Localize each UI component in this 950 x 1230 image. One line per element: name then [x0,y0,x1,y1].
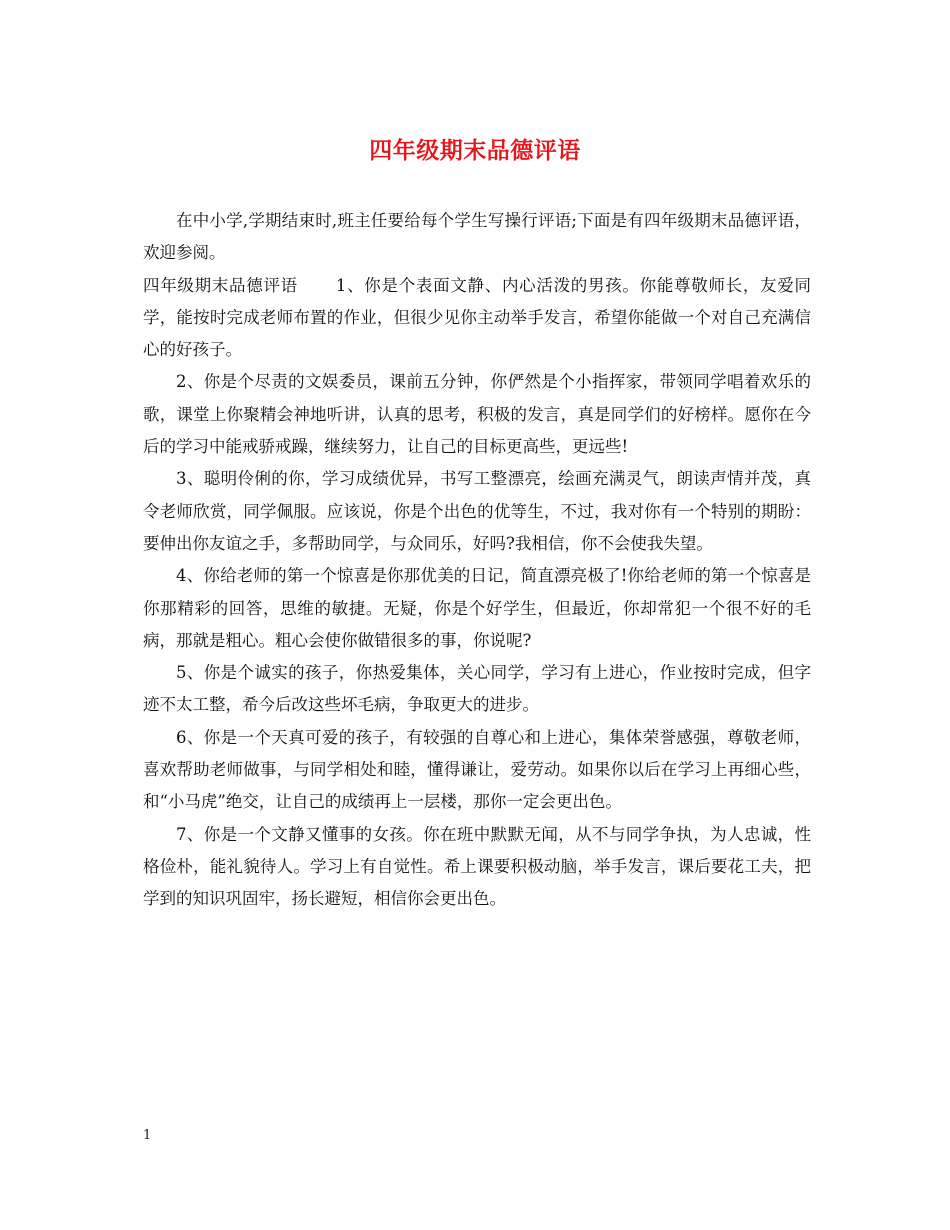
document-title: 四年级期末品德评语 [369,137,581,164]
entry-3-paragraph: 3、聪明伶俐的你，学习成绩优异，书写工整漂亮，绘画充满灵气，朗读声情并茂，真令老师欣赏，同学佩服。应该说，你是个出色的优等生，不过，我对你有一个特别的期盼：要伸出你友谊之手，多帮助同学，与众同乐，好吗?我相信，你不会使我失望。 [143,469,811,553]
entry-1-text: 1、你是个表面文静、内心活泼的男孩。你能尊敬师长，友爱同学，能按时完成老师布置的作业，但很少见你主动举手发言，希望你能做一个对自己充满信心的好孩子。 [143,275,811,360]
entry-2-paragraph: 2、你是个尽责的文娱委员，课前五分钟，你俨然是个小指挥家，带领同学唱着欢乐的歌，课堂上你聚精会神地听讲，认真的思考，积极的发言，真是同学们的好榜样。愿你在今后的学习中能戒骄戒躁，继续努力，让自己的目标更高些，更远些! [143,372,811,457]
entry-6-paragraph: 6、你是一个天真可爱的孩子，有较强的自尊心和上进心，集体荣誉感强，尊敬老师，喜欢帮助老师做事，与同学相处和睦，懂得谦让，爱劳动。如果你以后在学习上再细心些，和“小马虎”绝交，让自己的成绩再上一层楼，那你一定会更出色。 [143,727,811,812]
page-number: 1 [143,1128,152,1143]
entry-5-paragraph: 5、你是个诚实的孩子，你热爱集体，关心同学，学习有上进心，作业按时完成，但字迹不太工整，希今后改这些坏毛病，争取更大的进步。 [143,663,811,715]
entry-7-paragraph: 7、你是一个文静又懂事的女孩。你在班中默默无闻，从不与同学争执，为人忠诚，性格俭朴，能礼貌待人。学习上有自觉性。希上课要积极动脑，举手发言，课后要花工夫，把学到的知识巩固牢，扬长避短，相信你会更出色。 [143,824,811,909]
intro-paragraph: 在中小学,学期结束时,班主任要给每个学生写操行评语;下面是有四年级期末品德评语，欢迎参阅。 [143,211,811,263]
document-body [143,205,811,916]
section-heading: 四年级期末品德评语 [143,275,298,295]
first-entry-paragraph [143,270,811,367]
entry-4-paragraph: 4、你给老师的第一个惊喜是你那优美的日记，简直漂亮极了!你给老师的第一个惊喜是你那精彩的回答，思维的敏捷。无疑，你是个好学生，但最近，你却常犯一个很不好的毛病，那就是粗心。粗心会使你做错很多的事，你说呢? [143,566,811,650]
